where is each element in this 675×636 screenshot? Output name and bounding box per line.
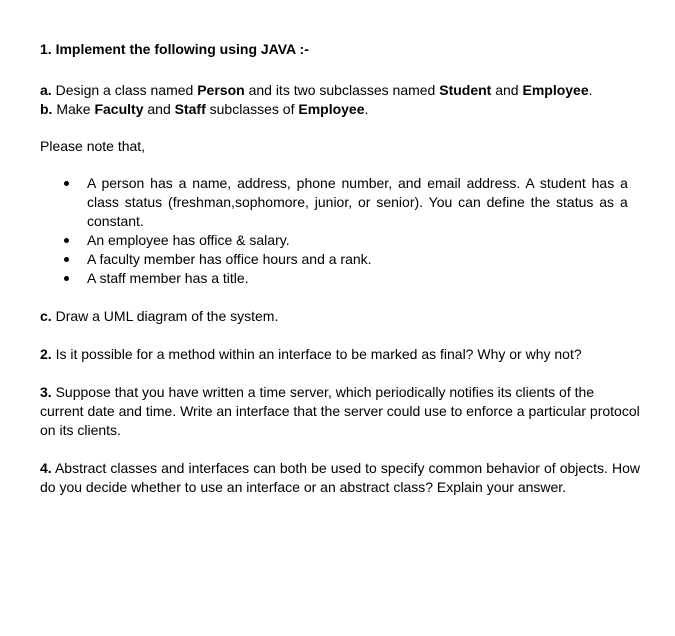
list-item-text: A person has a name, address, phone number, and email address. A student has a class status (freshman,sophomore, junior, or senior). You can define the status as a constant. [87, 175, 628, 229]
part-c-paragraph [40, 307, 640, 326]
part-a-paragraph [40, 81, 640, 100]
question-2-label: 2. [40, 346, 52, 362]
bullet-icon [64, 257, 69, 262]
employee-class-name: Employee [522, 82, 589, 98]
faculty-class-name: Faculty [94, 101, 144, 117]
list-item-text: A staff member has a title. [87, 270, 249, 286]
part-a-text-4: . [588, 82, 593, 98]
part-b-paragraph [40, 100, 640, 119]
question-3-paragraph [40, 383, 640, 440]
list-item [40, 231, 640, 250]
requirements-list [40, 174, 640, 288]
list-item-text: An employee has office & salary. [87, 232, 290, 248]
part-b-label: b. [40, 101, 53, 117]
question-4-text: Abstract classes and interfaces can both be used to specify common behavior of objects. How do you decide whether to use an interface or an abstract class? Explain your answer. [40, 460, 640, 495]
question-3-text: Suppose that you have written a time server, which periodically notifies its clients of the current date and time. Write an interface that the server could use to enforce a particular protocol on its clients. [40, 384, 640, 438]
part-c-text: Draw a UML diagram of the system. [51, 308, 279, 324]
list-item [40, 269, 640, 288]
bullet-icon [64, 238, 69, 243]
question-3-label: 3. [40, 384, 52, 400]
employee-superclass-name: Employee [298, 101, 365, 117]
student-class-name: Student [439, 82, 492, 98]
question-1-heading: 1. Implement the following using JAVA :- [40, 41, 309, 57]
question-4-label: 4. [40, 460, 52, 476]
list-item-text: A faculty member has office hours and a rank. [87, 251, 372, 267]
question-4-paragraph [40, 459, 640, 497]
person-class-name: Person [197, 82, 245, 98]
question-2-paragraph [40, 345, 640, 364]
part-b-text-3: subclasses of [205, 101, 299, 117]
part-a-label: a. [40, 82, 52, 98]
part-a-text-3: and [491, 82, 523, 98]
part-b-text-1: Make [52, 101, 95, 117]
bullet-icon [64, 181, 69, 186]
part-b-text-2: and [143, 101, 175, 117]
question-2-text: Is it possible for a method within an interface to be marked as final? Why or why not? [51, 346, 582, 362]
part-a-text-2: and its two subclasses named [244, 82, 440, 98]
part-a-text-1: Design a class named [51, 82, 198, 98]
part-c-label: c. [40, 308, 52, 324]
staff-class-name: Staff [174, 101, 206, 117]
list-item [40, 174, 640, 231]
document-page [40, 40, 640, 497]
note-text: Please note that, [40, 138, 146, 154]
part-b-text-4: . [364, 101, 369, 117]
list-item [40, 250, 640, 269]
bullet-icon [64, 276, 69, 281]
